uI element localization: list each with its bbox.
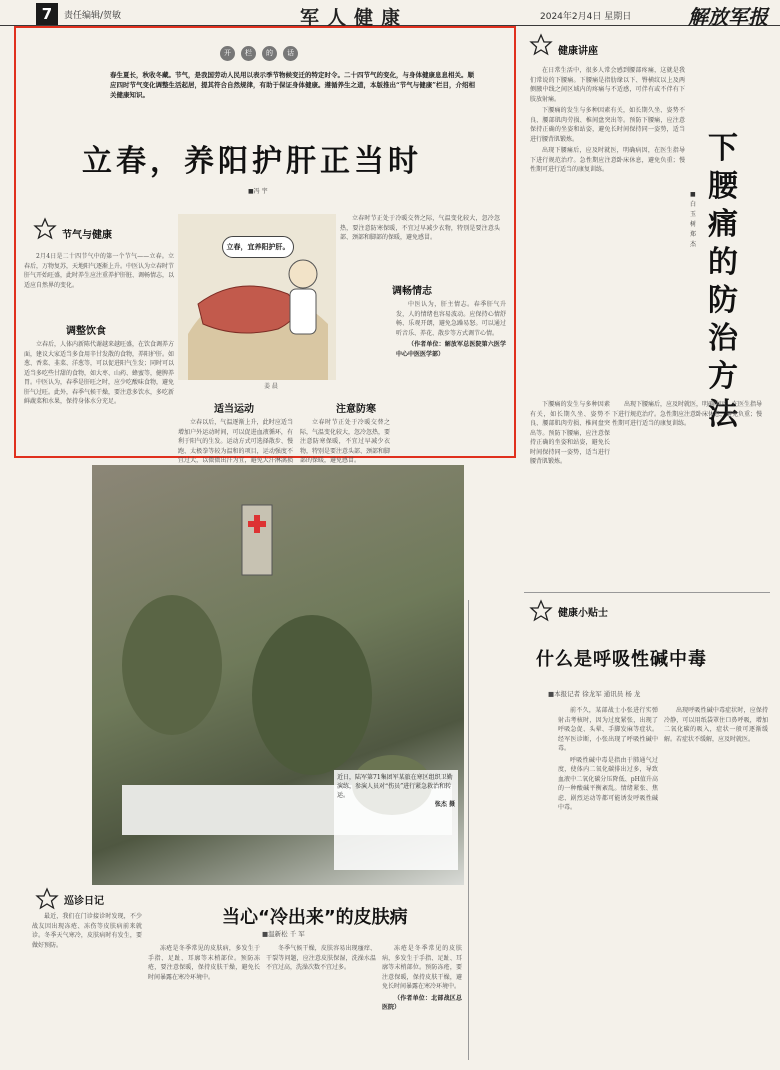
alkalosis-title: 什么是呼吸性碱中毒 [536,649,707,670]
feature-text-col3: 立春时节正处于冷暖交替之际，气温变化较大，忽冷忽热，要注意防寒保暖，不宜过早减少衣物，特别是要注意头部、颈部和脚部的保暖，避免感冒。 [300,419,391,464]
subheading-cold: 注意防寒 [336,404,376,415]
star-icon [36,888,58,910]
lowback-text-col2: 下腰痛的发生与多种因素有关，如长期久坐、姿势不良、腰部肌肉劳损、椎间盘突出等。预防下腰痛，应注意保持正确的坐姿和站姿，避免长时间保持同一姿势，适当进行腰背肌锻炼。 [530,401,610,465]
column-divider [468,600,469,1060]
subheading-mood: 调畅情志 [392,286,432,297]
feature-text-col2: 立春以后，气温逐渐上升，此时应适当增加户外运动时间，可以促进血液循环，有利于阳气的生发。运动方式可选择散步、慢跑、太极拳等较为温和的项目，运动强度不宜过大，以微微出汗为宜，避免大汗淋漓损 [178,419,293,464]
feature-title: 立春，养阳护肝正当时 [82,144,422,179]
illustration-credit: 姜 晨 [264,383,278,390]
page-header [0,0,780,29]
lowback-text-col3: 出现下腰痛后，应及时就医，明确病因，在医生指导下进行规范治疗。急性期应注意卧床休息，避免负重；慢性期可进行适当的康复训练。 [612,401,763,427]
feature-text-col5: 中医认为，肝主情志。春季肝气升发，人的情绪也容易波动。应保持心情舒畅、乐观开朗，避免急躁易怒。可以通过听音乐、养花、散步等方式调节心情。 （作者单位：解放军总医院第六医学中心中医医学部） [396,301,506,358]
tag-char: 的 [262,46,277,61]
star-icon [530,600,552,622]
alkalosis-text-col1: 前不久，某部战士小张进行实弹射击考核时，因为过度紧张，出现了呼吸急促、头晕、手脚发麻等症状。经军医诊断，小张出现了呼吸性碱中毒。 呼吸性碱中毒是指由于肺通气过度，使体内二氧化碳排出过多，导致血液中二氧化碳分压降低、pH值升高的一种酸碱平衡紊乱。情绪紧张、焦虑、剧烈运动等都可能诱发呼吸性碱中毒。 [558,707,658,811]
feature-byline: ■冯 宇 [248,188,268,195]
lowback-text-col1: 在日常生活中，很多人常会感到腰部疼痛，这就是我们常说的下腰痛。下腰痛是指肋缘以下、臀横纹以上及两侧腋中线之间区域内的疼痛与不适感，可伴有或不伴有下肢放射痛。 下腰痛的发生与多种因素有关，如长期久坐、姿势不良、腰部肌肉劳损、椎间盘突出等。预防下腰痛，应注意保持正确的坐姿和站姿，避免长时间保持同一姿势，适当进行腰背肌锻炼。 出现下腰痛后，应及时就医，明确病因，在医生指导下进行规范治疗。急性期应注意卧床休息，避免负重；慢性期可进行适当的康复训练。 [530,67,685,173]
page-number: 7 [36,3,58,25]
subheading-tips: 健康小贴士 [558,608,608,619]
section-title: 军人健康 [300,7,409,29]
editor-line: 责任编辑/贺敏 [64,11,122,21]
speech-bubble: 立春，宜养阳护肝。 [222,236,294,258]
alkalosis-text-col2: 出现呼吸性碱中毒症状时，应保持冷静，可以用纸袋罩住口鼻呼吸，增加二氧化碳的吸入，症状一般可逐渐缓解。若症状不缓解，应及时就医。 [664,707,768,743]
divider [524,592,770,593]
date-line: 2024年2月4日 星期日 [540,12,632,22]
column-tag [220,46,298,61]
feature-text-col1b: 立春后，人体内新陈代谢越来越旺盛，在饮食调养方面，建议大家适当多食用辛甘发散的食物，养阳护肝。如葱、香菜、韭菜、洋葱等，可以促进阳气生发；同时可以适当多吃些甘甜的食物，如大枣、山药、蜂蜜等，健脾养胃。中医认为，春季是肝旺之时，应少吃酸味食物，避免肝气过旺。此外，春季气候干燥，要注意多饮水，多吃新鲜蔬菜和水果，保持身体水分充足。 [24,341,175,405]
skin-text-col1: 最近，我们在门诊接诊时发现，不少战友因出现冻疮、冻伤等皮肤病前来就诊。冬季天气寒冷，皮肤病时有发生，要做好预防。 [32,913,142,949]
feature-text-col1: 2月4日是二十四节气中的第一个节气——立春。立春后，万物复苏，天地阳气逐渐上升。中医认为立春时节肝气开始旺盛，此时养生应注重养护肝脏、调畅情志，以适应自然界的变化。 [24,253,175,289]
skin-byline: ■温新松 千 军 [262,930,305,938]
feature-intro: 春生夏长，秋收冬藏。节气，是我国劳动人民用以表示季节物候变迁的特定时令。二十四节气的变化，与身体健康息息相关。顺应四时节气变化调整生活起居，提其符合自然规律，有助于保证身体健康。遵循养生之道，本版推出“节气与健康”栏目，介绍相关健康知识。 [110,71,475,99]
tag-char: 栏 [241,46,256,61]
star-icon [34,218,56,240]
skin-text-col4: 冻疮是冬季常见的皮肤病，多发生于手指、足趾、耳廓等末梢部位。预防冻疮，要注意保暖，保持皮肤干燥，避免长时间暴露在寒冷环境中。 （作者单位：北部战区总医院） [382,945,462,1011]
subheading-lecture: 健康讲座 [558,46,598,57]
subheading-exercise: 适当运动 [214,404,254,415]
lowback-byline: ■白玉树 郑杰 [690,191,697,248]
feature-text-col4: 立春时节正处于冷暖交替之际，气温变化较大，忽冷忽热，要注意防寒保暖，不宜过早减少衣物，特别是要注意头部、颈部和脚部的保暖，避免感冒。 [340,215,500,241]
tag-char: 开 [220,46,235,61]
subheading-diet: 调整饮食 [66,326,106,337]
skin-text-col2: 冻疮是冬季常见的皮肤病，多发生于手指、足趾、耳廓等末梢部位。预防冻疮，要注意保暖，保持皮肤干燥，避免长时间暴露在寒冷环境中。 [148,945,260,981]
subheading-diary: 巡诊日记 [64,896,104,907]
skin-title: 当心“冷出来”的皮肤病 [222,907,408,928]
skin-text-col3: 冬季气候干燥，皮肤容易出现瘙痒、干裂等问题，应注意皮肤保湿，洗澡水温不宜过高，洗澡次数不宜过多。 [266,945,376,971]
lowback-title: 下腰痛的防治方法 [708,131,738,432]
photo-caption: 近日，陆军第71集团军某旅在寒区组织卫勤演练，参演人员对“伤员”进行紧急救治和转运。 张杰 摄 [334,770,458,870]
subheading-solar-term: 节气与健康 [62,230,112,241]
masthead: 解放军报 [688,5,768,29]
alkalosis-byline: ■本报记者 徐龙军 通讯员 杨 龙 [548,690,641,698]
tag-char: 话 [283,46,298,61]
star-icon [530,34,552,56]
